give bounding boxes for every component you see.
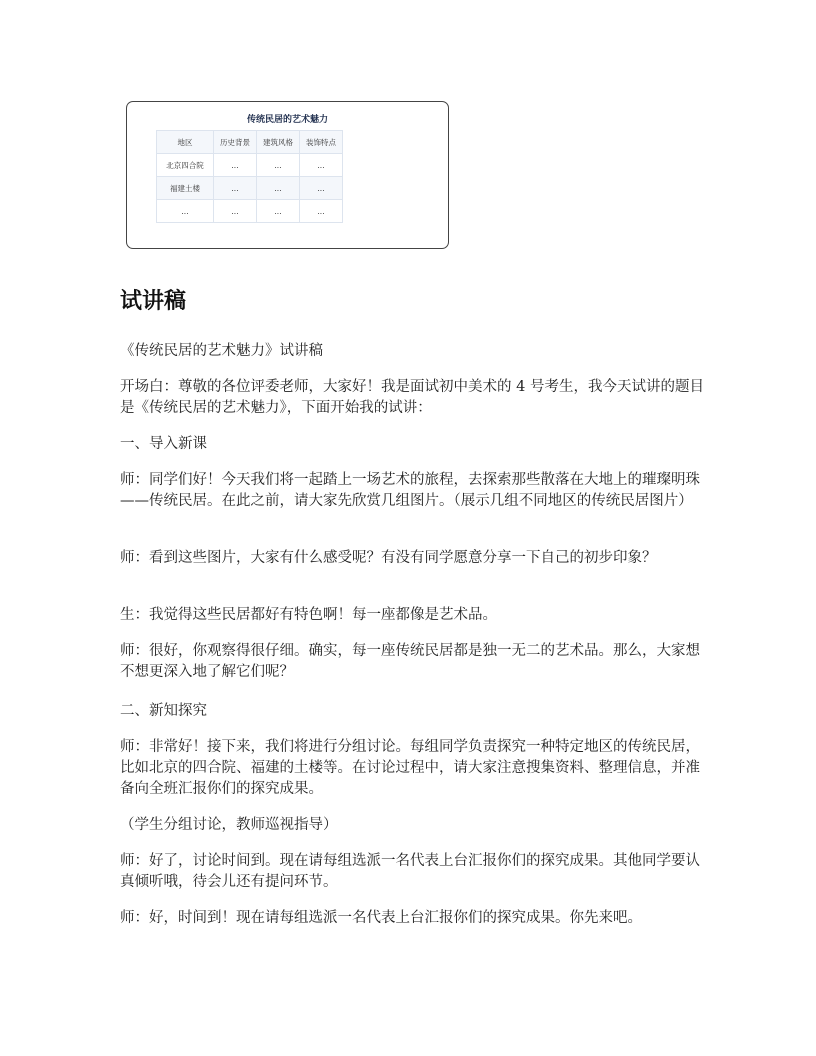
section-heading-intro: 一、导入新课: [120, 436, 207, 452]
table-row: [157, 177, 343, 200]
document-heading: 试讲稿: [120, 289, 187, 314]
paragraph-teacher: 师：很好，你观察得很仔细。确实，每一座传统民居都是独一无二的艺术品。那么，大家想不想更深入地了解它们呢？: [120, 643, 700, 680]
paragraph-teacher: 师：好，时间到！现在请每组选派一名代表上台汇报你们的探究成果。你先来吧。: [120, 910, 642, 926]
paragraph-teacher: 师：非常好！接下来，我们将进行分组讨论。每组同学负责探究一种特定地区的传统民居，比如北京的四合院、福建的土楼等。在讨论过程中，请大家注意搜集资料、整理信息，并准备向全班汇报你们的探究成果。: [120, 739, 700, 797]
table-cell: ...: [300, 177, 343, 200]
paragraph-stage-direction: （学生分组讨论，教师巡视指导）: [120, 817, 338, 833]
table-cell: ...: [157, 200, 214, 223]
table-row: [157, 200, 343, 223]
paragraph-student: 生：我觉得这些民居都好有特色啊！每一座都像是艺术品。: [120, 607, 497, 623]
paragraph-teacher: 师：同学们好！今天我们将一起踏上一场艺术的旅程，去探索那些散落在大地上的璀璨明珠——传统民居。在此之前，请大家先欣赏几组图片。（展示几组不同地区的传统民居图片）: [120, 472, 700, 509]
table-cell: ...: [214, 200, 257, 223]
table-cell: ...: [257, 154, 300, 177]
figure-title: 传统民居的艺术魅力: [246, 115, 328, 125]
paragraph-teacher: 师：看到这些图片，大家有什么感受呢？有没有同学愿意分享一下自己的初步印象？: [120, 550, 657, 566]
table-header-cell: 建筑风格: [257, 131, 300, 154]
table-cell: 北京四合院: [157, 154, 214, 177]
table-header-row: [157, 131, 343, 154]
table-cell: ...: [257, 177, 300, 200]
table-figure: [126, 101, 449, 249]
paragraph-doc-title: 《传统民居的艺术魅力》试讲稿: [120, 343, 323, 359]
section-heading-explore: 二、新知探究: [120, 703, 207, 719]
table-row: [157, 154, 343, 177]
table-cell: ...: [257, 200, 300, 223]
table-cell: ...: [300, 200, 343, 223]
table-cell: 福建土楼: [157, 177, 214, 200]
table-header-cell: 地区: [157, 131, 214, 154]
table-cell: ...: [300, 154, 343, 177]
table-cell: ...: [214, 154, 257, 177]
table-cell: ...: [214, 177, 257, 200]
paragraph-opening: 开场白：尊敬的各位评委老师，大家好！我是面试初中美术的 4 号考生，我今天试讲的题目是《传统民居的艺术魅力》，下面开始我的试讲：: [120, 379, 704, 416]
table-header-cell: 历史背景: [214, 131, 257, 154]
paragraph-teacher: 师：好了，讨论时间到。现在请每组选派一名代表上台汇报你们的探究成果。其他同学要认真倾听哦，待会儿还有提问环节。: [120, 853, 700, 890]
region-comparison-table: [156, 130, 343, 223]
table-header-cell: 装饰特点: [300, 131, 343, 154]
